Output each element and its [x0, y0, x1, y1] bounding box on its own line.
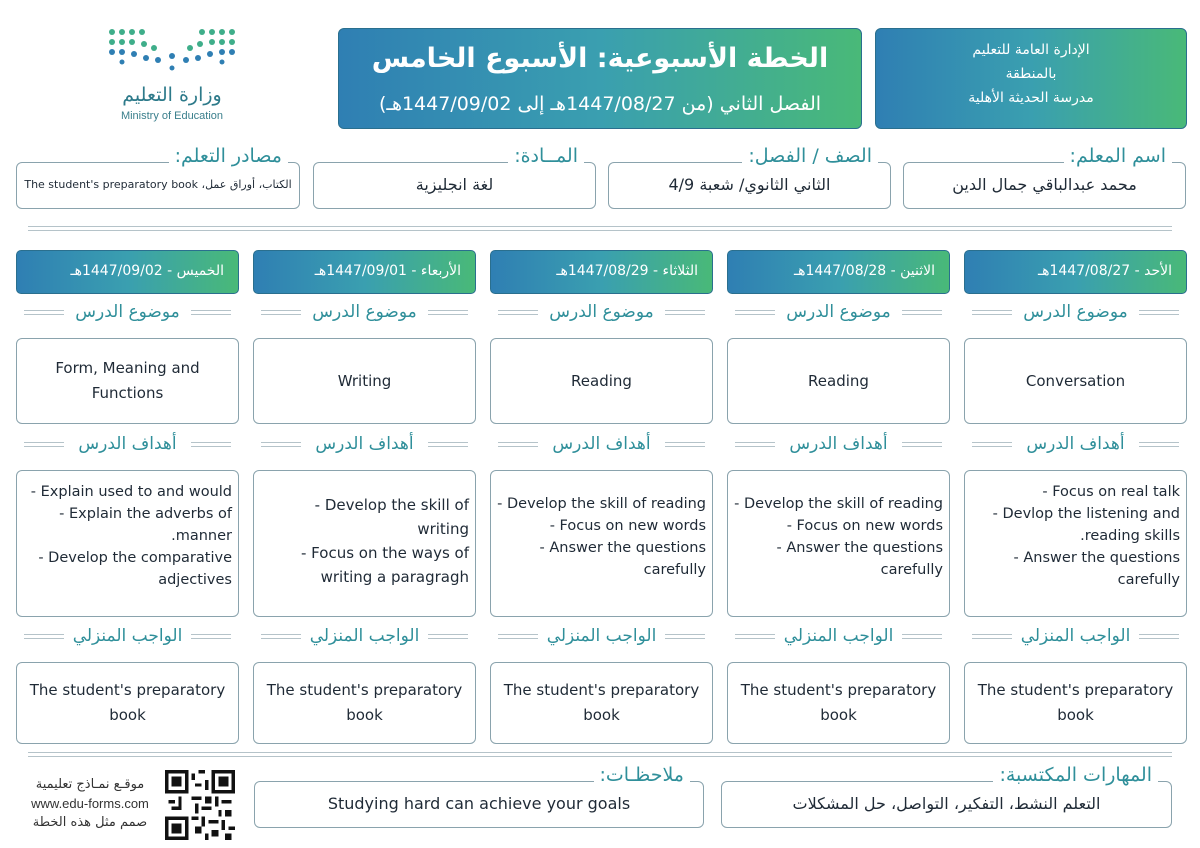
goals-section-label: أهداف الدرس [789, 434, 888, 454]
homework-card [253, 662, 476, 744]
topic-text: Reading [571, 371, 632, 390]
homework-section-title [253, 626, 476, 650]
goal-line: Explain the adverbs of - [59, 506, 232, 522]
title-rule [1139, 634, 1179, 639]
topic-section-label: موضوع الدرس [786, 302, 891, 322]
goal-line: Answer the questions - [539, 540, 706, 556]
homework-section-label: الواجب المنزلي [546, 626, 657, 646]
goals-section-label: أهداف الدرس [1026, 434, 1125, 454]
title-rule [735, 634, 775, 639]
teacher-label: اسم المعلم: [1064, 145, 1172, 167]
title-rule [191, 634, 231, 639]
topic-section-title [727, 302, 950, 326]
homework-text: The student's preparatory book [29, 681, 226, 724]
notes-field [254, 781, 704, 828]
topic-text: Writing [337, 371, 392, 390]
goal-line: Focus on new words - [549, 518, 706, 534]
homework-section-label: الواجب المنزلي [309, 626, 420, 646]
goal-line: Develop the skill of reading - [734, 496, 943, 512]
class-field [608, 162, 891, 209]
admin-line-1: الإدارة العامة للتعليم [972, 42, 1090, 58]
goal-line: reading skills. [1080, 528, 1180, 544]
topic-section-title [964, 302, 1187, 326]
title-rule [665, 310, 705, 315]
goal-line: Focus on new words - [786, 518, 943, 534]
homework-text: The student's preparatory book [977, 681, 1174, 724]
goals-card [253, 470, 476, 617]
goals-card [964, 470, 1187, 617]
topic-text: Reading [808, 371, 869, 390]
homework-text: The student's preparatory book [503, 681, 700, 724]
goal-line: manner. [171, 528, 232, 544]
goals-section-label: أهداف الدرس [552, 434, 651, 454]
section-divider [28, 226, 1172, 231]
skills-field [721, 781, 1172, 828]
title-rule [665, 634, 705, 639]
sources-value: الكتاب، أوراق عمل، The student's preparatory book [24, 178, 292, 191]
ministry-dots-icon [92, 26, 252, 84]
homework-card [16, 662, 239, 744]
topic-section-label: موضوع الدرس [312, 302, 417, 322]
topic-card [964, 338, 1187, 424]
title-rule [261, 310, 301, 315]
title-rule [1139, 310, 1179, 315]
topic-section-title [490, 302, 713, 326]
goal-line: adjectives [158, 572, 232, 588]
goals-section-title [253, 434, 476, 458]
title-rule [498, 310, 538, 315]
goal-line: Explain used to and would - [30, 484, 232, 500]
admin-line-3: مدرسة الحديثة الأهلية [968, 90, 1094, 106]
homework-text: The student's preparatory book [740, 681, 937, 724]
plan-title: الخطة الأسبوعية: الأسبوع الخامس [371, 43, 829, 74]
goal-line: carefully [1117, 572, 1180, 588]
teacher-field [903, 162, 1186, 209]
homework-section-label: الواجب المنزلي [783, 626, 894, 646]
topic-section-title [16, 302, 239, 326]
title-rule [902, 634, 942, 639]
sources-label: مصادر التعلم: [169, 145, 288, 167]
topic-card [16, 338, 239, 424]
title-rule [428, 442, 468, 447]
ministry-logo [92, 26, 252, 126]
title-rule [24, 310, 64, 315]
title-rule [261, 442, 301, 447]
title-rule [191, 310, 231, 315]
homework-section-label: الواجب المنزلي [72, 626, 183, 646]
class-label: الصف / الفصل: [742, 145, 878, 167]
title-rule [735, 442, 775, 447]
class-value: الثاني الثانوي/ شعبة 4/9 [668, 175, 831, 194]
homework-text: The student's preparatory book [266, 681, 463, 724]
topic-section-label: موضوع الدرس [549, 302, 654, 322]
goals-section-label: أهداف الدرس [315, 434, 414, 454]
goal-line: Focus on real talk - [1042, 484, 1180, 500]
goals-card [490, 470, 713, 617]
title-rule [1139, 442, 1179, 447]
title-rule [902, 442, 942, 447]
goals-section-title [964, 434, 1187, 458]
goals-section-title [490, 434, 713, 458]
homework-section-label: الواجب المنزلي [1020, 626, 1131, 646]
homework-section-title [964, 626, 1187, 650]
subject-value: لغة انجليزية [415, 175, 494, 194]
homework-section-title [727, 626, 950, 650]
subject-label: المــادة: [508, 145, 584, 167]
site-url-link[interactable]: www.edu-forms.com [31, 796, 149, 811]
goal-line: writing [417, 520, 469, 538]
title-rule [972, 442, 1012, 447]
qr-code-icon[interactable] [165, 770, 235, 840]
title-rule [902, 310, 942, 315]
title-rule [24, 634, 64, 639]
topic-section-label: موضوع الدرس [75, 302, 180, 322]
footer-divider [28, 752, 1172, 757]
goals-section-title [16, 434, 239, 458]
day-header-3: الأربعاء - 1447/09/01هـ [253, 250, 476, 294]
skills-value: التعلم النشط، التفكير، التواصل، حل المشكلات [792, 794, 1101, 813]
goal-line: Devlop the listening and - [992, 506, 1180, 522]
topic-text: Conversation [1025, 371, 1126, 390]
topic-section-label: موضوع الدرس [1023, 302, 1128, 322]
homework-section-title [16, 626, 239, 650]
goal-line: Answer the questions - [1013, 550, 1180, 566]
logo-arabic-text: وزارة التعليم [122, 84, 222, 106]
goal-line: Develop the skill of - [314, 496, 469, 514]
day-header-4: الخميس - 1447/09/02هـ [16, 250, 239, 294]
skills-label: المهارات المكتسبة: [993, 764, 1158, 786]
title-rule [972, 634, 1012, 639]
goals-section-label: أهداف الدرس [78, 434, 177, 454]
homework-card [727, 662, 950, 744]
title-rule [972, 310, 1012, 315]
admin-box [875, 28, 1187, 129]
title-rule [261, 634, 301, 639]
title-rule [24, 442, 64, 447]
goal-line: carefully [643, 562, 706, 578]
plan-period: الفصل الثاني (من 1447/08/27هـ إلى 1447/09/02هـ) [378, 93, 822, 115]
teacher-value: محمد عبدالباقي جمال الدين [952, 175, 1137, 194]
goal-line: Develop the comparative - [38, 550, 232, 566]
topic-card [253, 338, 476, 424]
goal-line: writing a paragragh [320, 568, 469, 586]
goal-line: Develop the skill of reading - [497, 496, 706, 512]
subject-field [313, 162, 596, 209]
logo-english-text: Ministry of Education [120, 110, 224, 122]
site-caption: صمم مثل هذه الخطة [32, 815, 148, 830]
topic-text: Form, Meaning and Functions [55, 359, 200, 402]
goal-line: Focus on the ways of - [300, 544, 469, 562]
title-rule [498, 634, 538, 639]
homework-card [490, 662, 713, 744]
admin-line-2: بالمنطقة [1005, 66, 1057, 82]
topic-section-title [253, 302, 476, 326]
notes-label: ملاحظـات: [594, 764, 691, 786]
goals-section-title [727, 434, 950, 458]
goals-card [16, 470, 239, 617]
homework-section-title [490, 626, 713, 650]
homework-card [964, 662, 1187, 744]
day-header-0: الأحد - 1447/08/27هـ [964, 250, 1187, 294]
topic-card [727, 338, 950, 424]
notes-value: Studying hard can achieve your goals [327, 794, 631, 813]
title-rule [665, 442, 705, 447]
day-header-1: الاثنين - 1447/08/28هـ [727, 250, 950, 294]
goal-line: Answer the questions - [776, 540, 943, 556]
title-rule [191, 442, 231, 447]
title-rule [735, 310, 775, 315]
title-rule [428, 634, 468, 639]
site-title: موقـع نمـاذج تعليمية [35, 777, 145, 792]
title-rule [428, 310, 468, 315]
title-rule [498, 442, 538, 447]
goals-card [727, 470, 950, 617]
sources-field [16, 162, 300, 209]
plan-title-box [338, 28, 862, 129]
topic-card [490, 338, 713, 424]
goal-line: carefully [880, 562, 943, 578]
day-header-2: الثلاثاء - 1447/08/29هـ [490, 250, 713, 294]
